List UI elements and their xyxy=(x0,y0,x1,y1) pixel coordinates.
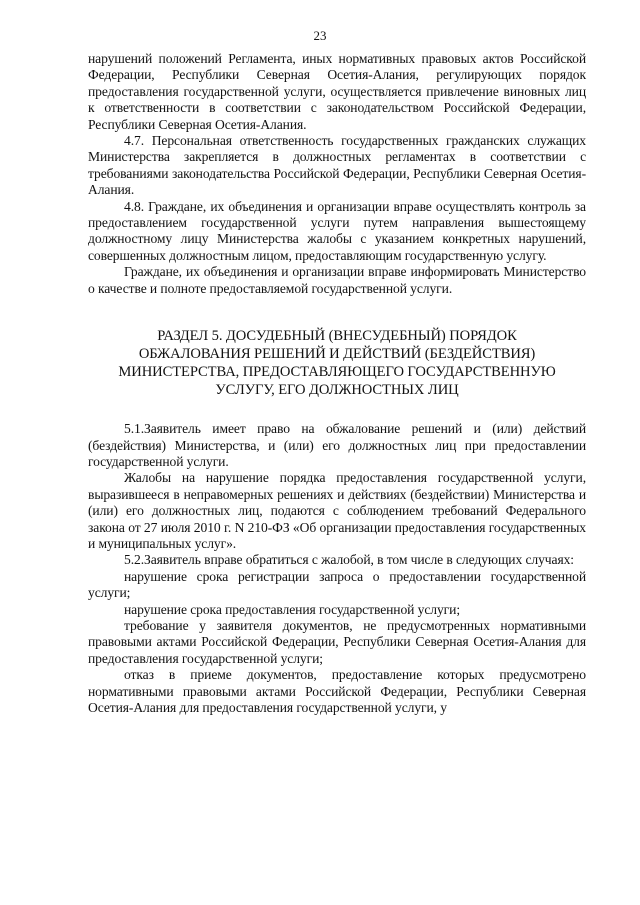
list-item-case: отказ в приеме документов, предоставление которых предусмотрено нормативными правовыми актами Российской Федерации, Республики Северная Осетия-Алания для предоставления государственной услуги, у xyxy=(88,667,586,715)
list-item-case: нарушение срока регистрации запроса о предоставлении государственной услуги; xyxy=(88,568,586,601)
paragraph-5-1-complaints: Жалобы на нарушение порядка предоставления государственной услуги, выразившееся в неправомерных решениях и действиях (бездействии) Министерства и (или) его должностных лиц, подаются с соблюдением требований Федерального закона от 27 июля 2010 г. N 210-ФЗ «Об организации предоставления государственных и муниципальных услуг». xyxy=(88,470,586,551)
paragraph-continuation: нарушений положений Регламента, иных нормативных правовых актов Российской Федерации, Республики Северная Осетия-Алания, регулирующих порядок предоставления государственной услуги, осуществляется привлечение виновных лиц к ответственности в соответствии с законодательством Российской Федерации, Республики Северная Осетия-Алания. xyxy=(88,51,586,132)
paragraph-5-2: 5.2.Заявитель вправе обратиться с жалобой, в том числе в следующих случаях: xyxy=(124,552,574,568)
list-item-case: требование у заявителя документов, не предусмотренных нормативными правовыми актами Российской Федерации, Республики Северная Осетия-Алания для предоставления государственной услуги; xyxy=(88,617,586,666)
document-body xyxy=(88,51,586,716)
section-heading-line: УСЛУГУ, ЕГО ДОЛЖНОСТНЫХ ЛИЦ xyxy=(215,382,459,399)
paragraph-4-8: 4.8. Граждане, их объединения и организации вправе осуществлять контроль за предоставлением государственной услуги путем направления вышестоящему должностному лицу Министерства жалобы с указанием конкретных нарушений, совершенных должностным лицом, предоставляющим государственную услугу. xyxy=(88,198,586,263)
paragraph-5-1: 5.1.Заявитель имеет право на обжалование решений и (или) действий (бездействия) Министерства, и (или) его должностных лиц при предоставлении государственной услуги. xyxy=(88,421,586,469)
paragraph-4-7: 4.7. Персональная ответственность государственных гражданских служащих Министерства закрепляется в должностных регламентах в соответствии с требованиями законодательства Российской Федерации, Республики Северная Осетия-Алания. xyxy=(88,133,586,198)
page-number: 23 xyxy=(313,28,327,43)
list-item-case: нарушение срока предоставления государственной услуги; xyxy=(124,601,460,617)
paragraph-4-8-inform: Граждане, их объединения и организации вправе информировать Министерство о качестве и полноте предоставляемой государственной услуги. xyxy=(88,264,586,296)
section-heading xyxy=(88,327,586,399)
section-heading-line: ОБЖАЛОВАНИЯ РЕШЕНИЙ И ДЕЙСТВИЙ (БЕЗДЕЙСТВИЯ) xyxy=(138,346,536,363)
section-heading-line: РАЗДЕЛ 5. ДОСУДЕБНЫЙ (ВНЕСУДЕБНЫЙ) ПОРЯДОК xyxy=(157,328,517,345)
section-heading-line: МИНИСТЕРСТВА, ПРЕДОСТАВЛЯЮЩЕГО ГОСУДАРСТВЕННУЮ xyxy=(118,364,556,381)
